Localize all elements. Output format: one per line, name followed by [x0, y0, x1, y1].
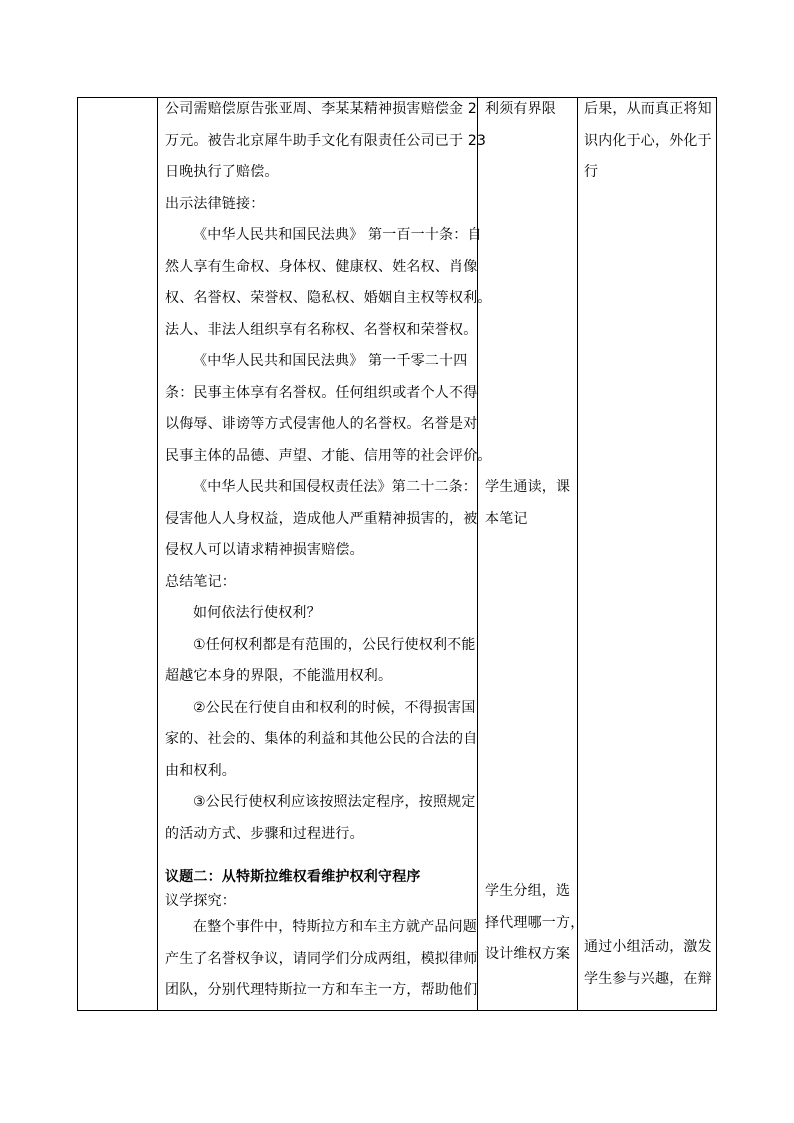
intent-text: 学生参与兴趣，在辩	[584, 970, 712, 987]
law-text-line: 权、名誉权、荣誉权、隐私权、婚姻自主权等权利。	[165, 290, 492, 306]
table-cell-teaching-content	[165, 94, 492, 1007]
activity-text: 学生分组，选	[485, 883, 571, 899]
law-text-line: 以侮辱、诽谤等方式侵害他人的名誉权。名誉是对	[165, 416, 478, 432]
case-text-line: 公司需赔偿原告张亚周、李某某精神损害赔偿金 2	[165, 101, 477, 117]
lesson-plan-table	[77, 97, 717, 1011]
intent-text: 行	[584, 164, 599, 180]
activity-text: 设计维权方案	[485, 946, 571, 962]
law-text-line: 侵权人可以请求精神损害赔偿。	[165, 542, 364, 558]
law-text-line: 《中华人民共和国民法典》 第一千零二十四	[193, 353, 468, 369]
law-link-title: 出示法律链接：	[165, 195, 265, 212]
notes-point-line: ③公民行使权利应该按照法定程序，按照规定	[193, 794, 476, 810]
notes-question: 如何依法行使权利？	[193, 605, 321, 621]
case-text-line: 日晚执行了赔偿。	[165, 164, 279, 180]
law-text-line: 《中华人民共和国侵权责任法》第二十二条：	[193, 479, 477, 495]
notes-point-line: 超越它本身的界限，不能滥用权利。	[165, 668, 393, 684]
column-divider-1	[157, 98, 158, 1010]
column-divider-3	[577, 98, 578, 1010]
activity-text: 学生通读，课	[485, 479, 571, 495]
case-text-line: 万元。被告北京犀牛助手文化有限责任公司已于 23	[165, 132, 487, 149]
law-text-line: 然人享有生命权、身体权、健康权、姓名权、肖像	[165, 258, 478, 275]
intent-text: 通过小组活动，激发	[584, 939, 712, 955]
notes-point-line: ①任何权利都是有范围的，公民行使权利不能	[193, 636, 476, 653]
law-text-line: 侵害他人人身权益，造成他人严重精神损害的，被	[165, 510, 478, 527]
notes-point-line: 由和权利。	[165, 762, 236, 779]
law-text-line: 法人、非法人组织享有名称权、名誉权和荣誉权。	[165, 321, 478, 338]
notes-title: 总结笔记：	[165, 573, 236, 590]
notes-point-line: 家的、社会的、集体的利益和其他公民的合法的自	[165, 731, 478, 747]
inquiry-line: 产生了名誉权争议，请同学们分成两组，模拟律师	[165, 950, 478, 967]
law-text-line: 条：民事主体享有名誉权。任何组织或者个人不得	[165, 384, 478, 401]
activity-text: 择代理哪一方，	[485, 914, 585, 931]
intent-text: 后果，从而真正将知	[584, 101, 712, 117]
notes-point-line: 的活动方式、步骤和过程进行。	[165, 825, 364, 842]
law-text-line: 民事主体的品德、声望、才能、信用等的社会评价。	[165, 447, 492, 464]
inquiry-title: 议学探究：	[165, 893, 236, 909]
topic2-title: 议题二：从特斯拉维权看维护权利守程序	[165, 869, 421, 885]
activity-text: 本笔记	[485, 510, 528, 527]
notes-point-line: ②公民在行使自由和权利的时候，不得损害国	[193, 699, 476, 716]
activity-text: 利须有界限	[485, 101, 556, 117]
inquiry-line: 团队，分别代理特斯拉一方和车主一方，帮助他们	[165, 982, 478, 998]
intent-text: 识内化于心，外化于	[584, 132, 712, 149]
inquiry-line: 在整个事件中，特斯拉方和车主方就产品问题	[193, 919, 477, 935]
law-text-line: 《中华人民共和国民法典》 第一百一十条：自	[193, 227, 482, 243]
